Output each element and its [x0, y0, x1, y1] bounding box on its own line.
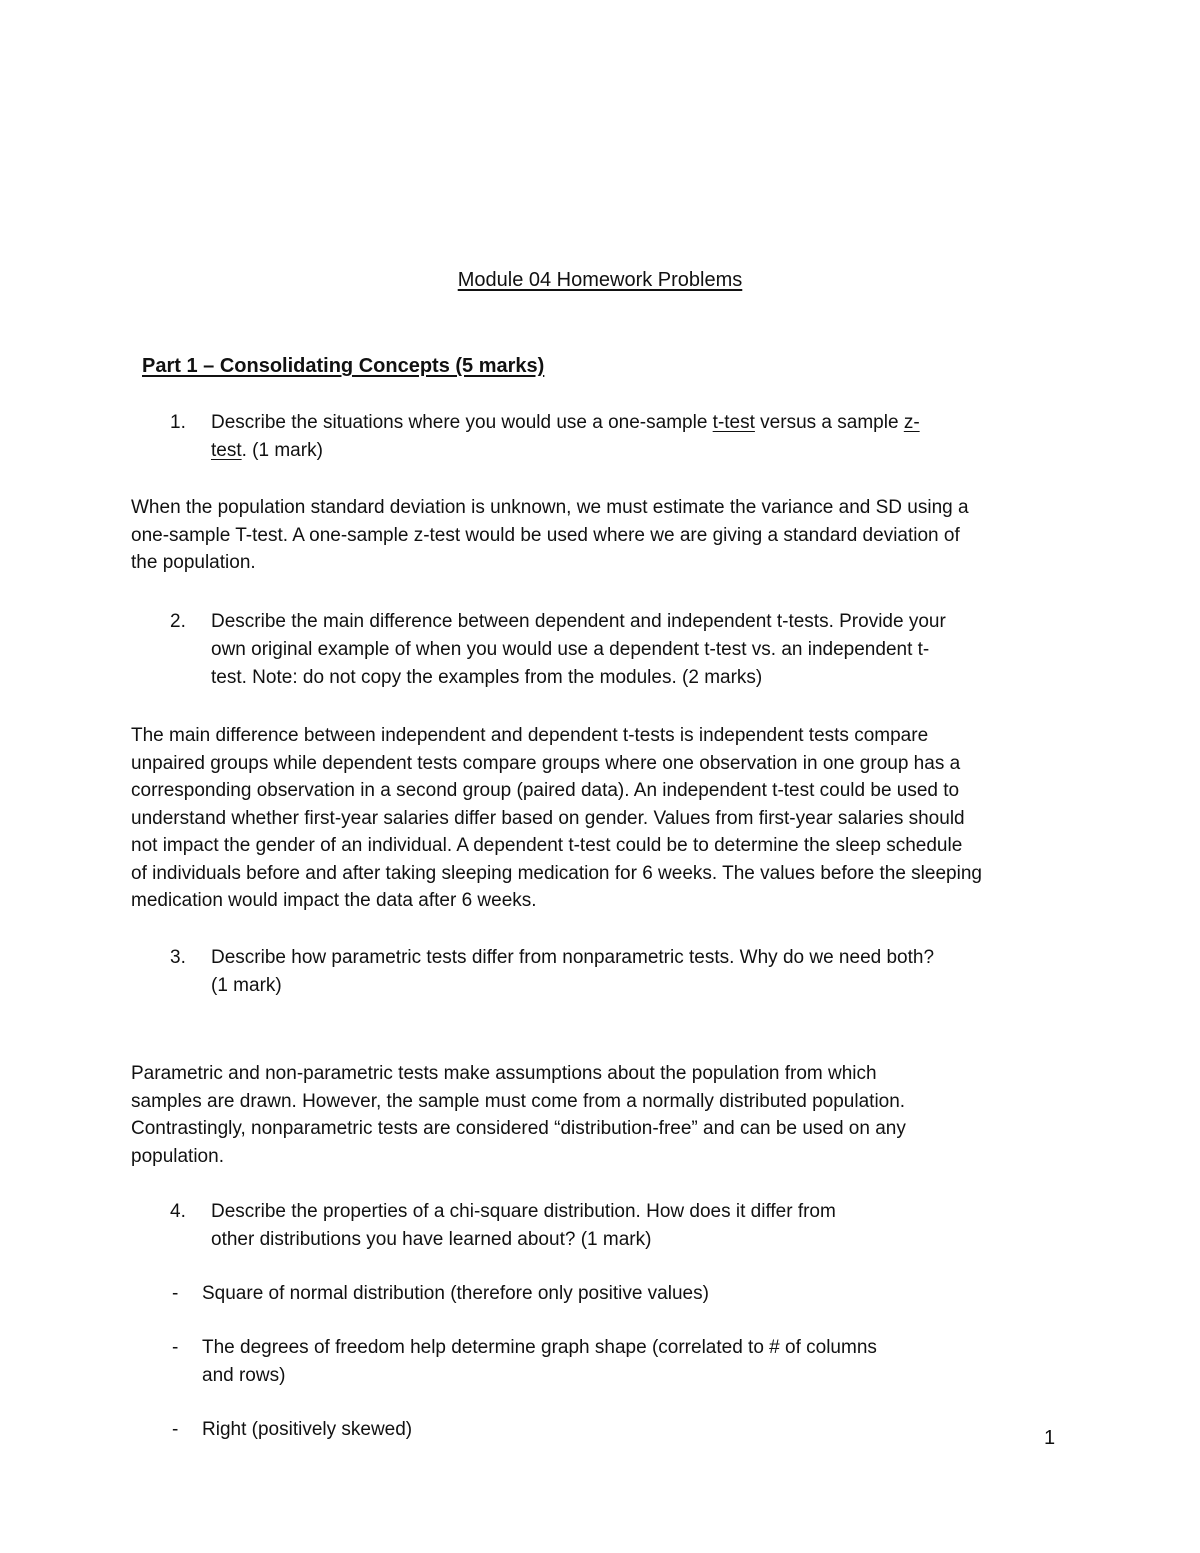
bullet-text: Right (positively skewed) — [202, 1419, 413, 1440]
bullet-item — [172, 1334, 1072, 1390]
question-3 — [170, 944, 1070, 1000]
z-test-term: z- test — [211, 412, 920, 461]
question-2 — [170, 608, 1070, 692]
bullet-item — [172, 1280, 1072, 1308]
question-number: 4. — [170, 1201, 186, 1222]
question-number: 1. — [170, 412, 186, 433]
question-text: Describe how parametric tests differ from nonparametric tests. Why do we need both? (1 mark) — [211, 947, 935, 996]
bullet-dash: - — [172, 1337, 179, 1358]
bullet-text: Square of normal distribution (therefore only positive values) — [202, 1283, 709, 1304]
answer-2: The main difference between independent and dependent t-tests is independent tests compare unpaired groups while dependent tests compare groups where one observation in one group has a corresponding observation in a second group (paired data). An independent t-test could be used to understand whether first-year salaries differ based on gender. Values from first-year salaries should not impact the gender of an individual. A dependent t-test could be to determine the sleep schedule of individuals before and after taking sleeping medication for 6 weeks. The values before the sleeping medication would impact the data after 6 weeks. — [131, 725, 982, 911]
page-number: 1 — [1044, 1427, 1056, 1449]
answer-1: When the population standard deviation is unknown, we must estimate the variance and SD using a one-sample T-test. A one-sample z-test would be used where we are giving a standard deviation of the population. — [131, 497, 969, 573]
question-text: Describe the situations where you would use a one-sample t-test versus a sample z- test. (1 mark) — [211, 412, 920, 461]
question-text: Describe the main difference between dependent and independent t-tests. Provide your own original example of when you would use a dependent t-test vs. an independent t- test. Note: do not copy the examples from the modules. (2 marks) — [211, 611, 946, 688]
bullet-text: The degrees of freedom help determine graph shape (correlated to # of columns and rows) — [202, 1337, 877, 1386]
bullet-dash: - — [172, 1283, 179, 1304]
part-heading: Part 1 – Consolidating Concepts (5 marks) — [142, 355, 545, 377]
bullet-item — [172, 1416, 1072, 1444]
document-title: Module 04 Homework Problems — [457, 269, 743, 291]
question-number: 2. — [170, 611, 186, 632]
question-number: 3. — [170, 947, 186, 968]
t-test-term: t-test — [712, 412, 755, 433]
bullet-dash: - — [172, 1419, 179, 1440]
question-4 — [170, 1198, 1070, 1254]
question-text: Describe the properties of a chi-square distribution. How does it differ from other distributions you have learned about? (1 mark) — [211, 1201, 836, 1250]
question-1 — [170, 409, 1070, 465]
answer-3: Parametric and non-parametric tests make assumptions about the population from which samples are drawn. However, the sample must come from a normally distributed population. Contrastingly, nonparametric tests are considered “distribution-free” and can be used on any population. — [131, 1063, 906, 1167]
